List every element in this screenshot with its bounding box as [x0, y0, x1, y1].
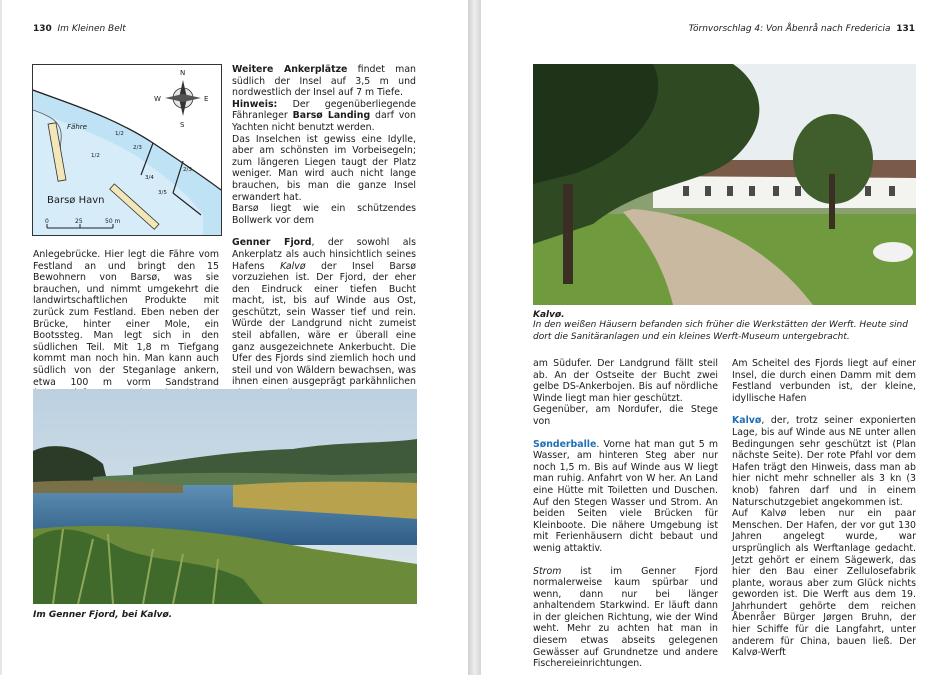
- weitere-ankerplaetze-heading: Weitere Ankerplätze: [232, 64, 348, 75]
- compass-w-label: W: [154, 95, 161, 103]
- map-drawing: [33, 65, 221, 235]
- kalvo-italic: Kalvø: [280, 260, 306, 272]
- compass-s-label: S: [180, 121, 185, 129]
- map-depth-2: 3/4: [145, 175, 154, 181]
- paragraph-scheitel: Am Scheitel des Fjords liegt auf einer Insel, die durch einen Damm mit dem Festland verbunden ist, der kleine, idyllische Hafen: [732, 358, 916, 404]
- map-harbor-label: Barsø Havn: [47, 195, 105, 206]
- map-depth-6: 1/2: [91, 153, 100, 159]
- paragraph-bollwerk: Barsø liegt wie ein schützendes Bollwerk vor dem: [232, 203, 416, 226]
- right-photo-caption-title: Kalvø.: [533, 310, 565, 320]
- scale-label-25: 25: [75, 218, 83, 225]
- paragraph-anlegebruecke: Anlegebrücke. Hier legt die Fähre vom Festland an und bringt den 15 Bewohnern von Barsø, was sie brauchen, und nimmt umgekehrt die landwirtschaftlichen Produkte mit zurück zum Festland. Eben neben der Brücke, hinter einer Mole, ein Bootssteg. Man legt sich in den südlichen Teil. Mit 1,8 m Tiefgang kommt man noch hin. Man kann auch südlich von der Steganlage ankern, etwa 100 m vorm Sandstrand: [33, 249, 219, 388]
- barso-landing-name: Barsø Landing: [292, 110, 371, 122]
- kalvo-heading: Kalvø: [732, 415, 762, 427]
- hinweis-text-2: darf von Yachten nicht benutzt werden.: [232, 110, 416, 133]
- map-depth-3: 3/5: [158, 190, 167, 196]
- barso-harbor-map: [32, 64, 222, 236]
- paragraph-werft: Auf Kalvø leben nur ein paar Menschen. Der Hafen, der vor gut 130 Jahren angelegt wurde, war ursprünglich als Werftanlage gedacht. Jetzt gehört er einem Sägewerk, das hier den Bau einer Zellulosefabrik plante, woraus aber zum Glück nichts geworden ist. Die Werft aus dem 19. Jahrhundert gehörte dem reichen Åbenråer Bürger Jørgen Bruhn, der hier Schiffe für die Langfahrt, unter anderem für China, bauen ließ. Der Kalvø-Werft: [732, 508, 916, 659]
- strom-text: ist im Genner Fjord normalerweise kaum spürbar und wenn, dann nur bei länger anhaltendem Starkwind. Er läuft dann in der gleichen Richtung, wie der Wind weht. Mehr zu achten hat man in diesem etwas abseits gelegenen Gewässer auf Grundnetze und andere Fischereieinrichtungen.: [533, 565, 718, 670]
- book-gutter: [468, 0, 481, 675]
- compass-n-label: N: [180, 69, 186, 77]
- left-page-number: 130: [33, 24, 52, 34]
- left-photo-caption: Im Genner Fjord, bei Kalvø.: [33, 610, 173, 620]
- genner-text-1: , der sowohl als Ankerplatz als auch hinsichtlich seines Hafens: [232, 237, 416, 272]
- map-depth-1: 1/2: [115, 131, 124, 137]
- genner-fjord-photo: [33, 389, 417, 604]
- paragraph-genner-fjord: [232, 237, 416, 399]
- map-faehre-label: Fähre: [67, 123, 87, 131]
- compass-e-label: E: [204, 95, 209, 103]
- paragraph-strom: [533, 566, 718, 670]
- weitere-ankerplaetze-text: findet man südlich der Insel auf 3,5 m und nordwestlich der Insel auf 7 m Tiefe.: [232, 64, 416, 99]
- kalvo-text: , der, trotz seiner exponierten Lage, bis auf Winde aus NE unter allen Bedingungen sehr geschützt ist (Plan nächste Seite). Der rote Pfahl vor dem Hafen trägt den Hinweis, dass man ab hier nicht mehr schneller als 3 kn (3 knob) fahren darf und in einem Naturschutzgebiet angekommen ist.: [732, 415, 916, 508]
- paragraph-gegenueber: Gegenüber, am Nordufer, die Stege von: [533, 404, 718, 427]
- paragraph-idylle: Das Inselchen ist gewiss eine Idylle, aber am schönsten im Vorbeisegeln; zum längeren Liegen taugt der Platz weniger. Man wird auch nicht lange brauchen, bis man die ganze Insel erwandert hat.: [232, 133, 416, 203]
- strom-italic: Strom: [533, 565, 562, 577]
- kalvo-photo: [533, 64, 916, 305]
- right-page-header: [689, 24, 915, 34]
- right-page-number: 131: [896, 24, 915, 34]
- right-column-2: [732, 358, 916, 659]
- scale-label-0: 0: [45, 218, 49, 225]
- left-section-title: Im Kleinen Belt: [57, 24, 126, 34]
- right-photo-caption: [533, 310, 918, 343]
- kalvo-photo-image: [533, 64, 916, 305]
- sonderballe-text: . Vorne hat man gut 5 m Wasser, am hinteren Steg aber nur noch 1,5 m. Bis auf Winde aus W liegt man ruhig. Anfahrt von W her. An Land eine Hütte mit Toiletten und Duschen. Auf den Stegen Wasser und Strom. An beiden Seiten viele Brücken für Kleinboote. Die nähere Umgebung ist mit Ferienhäusern dicht bebaut und wenig attaktiv.: [533, 438, 718, 554]
- genner-fjord-photo-image: [33, 389, 417, 604]
- scale-label-50: 50 m: [105, 218, 121, 225]
- paragraph-sonderballe: [533, 439, 718, 555]
- genner-text-2: der Insel Barsø vorzuziehen ist. Der Fjord, der eher den Eindruck einer tiefen Bucht macht, ist, bis auf Winde aus Ost, geschützt, sein Wasser tief und rein. Würde der Landgrund nicht zumeist steil abfallen, wäre er überall eine ganz ausgezeichnete Ankerbucht. Die Ufer des Fjords sind ziemlich hoch und steil und von Wäldern bewachsen, was ihnen einen ausgeprägt parkähnlichen: [232, 260, 416, 388]
- paragraph-kalvo: [732, 415, 916, 508]
- right-section-title: Törnvorschlag 4: Von Åbenrå nach Fredericia: [688, 24, 891, 34]
- genner-fjord-heading: Genner Fjord: [232, 237, 312, 249]
- paragraph-hinweis: [232, 99, 416, 134]
- right-column-1: [533, 358, 718, 670]
- right-photo-caption-text: In den weißen Häusern befanden sich früher die Werkstätten der Werft. Heute sind dort die Sanitäranlagen und ein kleines Werft-Museum untergebracht.: [533, 320, 908, 342]
- map-depth-5: 2/3: [133, 145, 142, 151]
- left-page-header: [33, 24, 126, 34]
- map-depth-4: 2/3: [183, 167, 192, 173]
- paragraph-suedufer: am Südufer. Der Landgrund fällt steil ab. An der Ostseite der Bucht zwei gelbe DS-Ankerbojen. Bis auf nördliche Winde liegt man hier geschützt.: [533, 358, 718, 404]
- hinweis-heading: Hinweis:: [232, 98, 278, 110]
- sonderballe-heading: Sønderballe: [533, 438, 597, 450]
- paragraph-weitere-ankerplaetze: [232, 64, 416, 99]
- hinweis-text-1: Der gegenüberliegende Fähranleger: [232, 98, 416, 122]
